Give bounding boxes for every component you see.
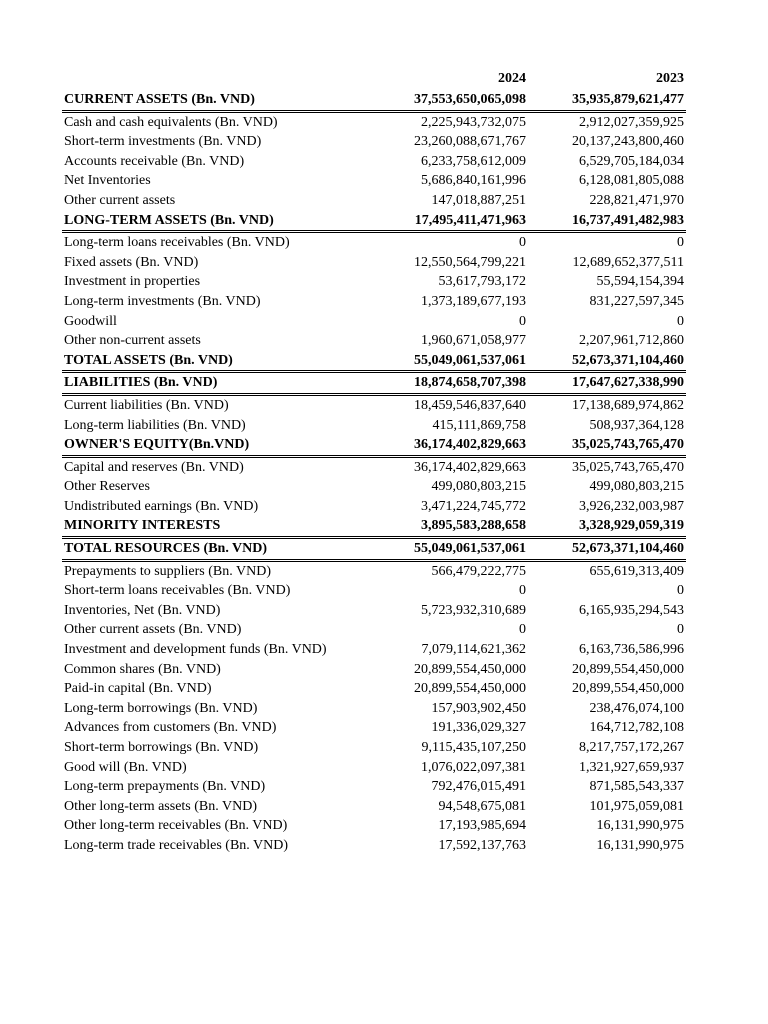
table-row <box>62 601 686 621</box>
row-value-2024: 2,225,943,732,075 <box>421 114 526 130</box>
table-row <box>62 660 686 680</box>
row-value-2023: 6,128,081,805,088 <box>579 173 684 189</box>
row-value-2024: 499,080,803,215 <box>431 479 526 495</box>
row-label: Investment in properties <box>64 274 201 290</box>
row-value-2023: 35,025,743,765,470 <box>572 459 684 475</box>
row-value-2023: 164,712,782,108 <box>589 720 684 736</box>
row-value-2023: 3,328,929,059,319 <box>528 516 686 537</box>
row-value-2023: 12,689,652,377,511 <box>572 254 684 270</box>
row-value-2024: 94,548,675,081 <box>438 798 526 814</box>
header-row <box>62 68 686 90</box>
row-value-2024: 3,895,583,288,658 <box>372 516 528 537</box>
balance-sheet-table <box>62 68 686 856</box>
row-label: Other non-current assets <box>64 333 201 349</box>
table-row <box>62 416 686 436</box>
row-value-2023: 20,137,243,800,460 <box>572 134 684 150</box>
row-label: LONG-TERM ASSETS (Bn. VND) <box>62 211 372 232</box>
row-value-2023: 831,227,597,345 <box>589 293 684 309</box>
row-value-2023: 655,619,313,409 <box>589 563 684 579</box>
row-value-2023: 228,821,471,970 <box>589 192 684 208</box>
row-value-2024: 20,899,554,450,000 <box>414 661 526 677</box>
header-year-2024: 2024 <box>498 71 526 87</box>
row-label: Other long-term receivables (Bn. VND) <box>64 818 288 834</box>
row-value-2024: 55,049,061,537,061 <box>372 351 528 372</box>
row-value-2023: 17,647,627,338,990 <box>528 372 686 395</box>
table-row <box>62 758 686 778</box>
row-value-2023: 0 <box>677 622 684 638</box>
row-value-2024: 17,193,985,694 <box>438 818 526 834</box>
row-label: Investment and development funds (Bn. VND) <box>64 642 327 658</box>
table-row <box>62 797 686 817</box>
table-row <box>62 253 686 273</box>
row-value-2023: 6,165,935,294,543 <box>579 602 684 618</box>
row-value-2023: 55,594,154,394 <box>596 274 684 290</box>
row-label: Fixed assets (Bn. VND) <box>64 254 199 270</box>
table-row <box>62 111 686 132</box>
row-value-2024: 53,617,793,172 <box>438 274 526 290</box>
row-value-2023: 16,737,491,482,983 <box>528 211 686 232</box>
row-value-2024: 18,874,658,707,398 <box>372 372 528 395</box>
row-value-2023: 1,321,927,659,937 <box>579 759 684 775</box>
row-label: Advances from customers (Bn. VND) <box>64 720 277 736</box>
row-label: Inventories, Net (Bn. VND) <box>64 602 221 618</box>
table-row <box>62 152 686 172</box>
row-value-2024: 0 <box>519 583 526 599</box>
section-total-row <box>62 372 686 395</box>
table-row <box>62 816 686 836</box>
row-value-2024: 6,233,758,612,009 <box>421 153 526 169</box>
row-label: OWNER'S EQUITY(Bn.VND) <box>62 435 372 456</box>
row-label: Current liabilities (Bn. VND) <box>64 397 229 413</box>
row-value-2023: 0 <box>677 235 684 251</box>
row-value-2023: 0 <box>677 313 684 329</box>
row-label: Long-term prepayments (Bn. VND) <box>64 779 266 795</box>
row-value-2024: 37,553,650,065,098 <box>372 90 528 111</box>
row-value-2023: 16,131,990,975 <box>596 818 684 834</box>
row-value-2024: 792,476,015,491 <box>431 779 526 795</box>
table-row <box>62 497 686 517</box>
row-value-2024: 17,592,137,763 <box>438 837 526 853</box>
row-label: TOTAL RESOURCES (Bn. VND) <box>62 538 372 561</box>
row-label: Short-term borrowings (Bn. VND) <box>64 740 259 755</box>
row-label: Long-term liabilities (Bn. VND) <box>64 417 246 433</box>
row-value-2024: 3,471,224,745,772 <box>421 498 526 514</box>
row-label: Net Inventories <box>64 173 151 189</box>
row-value-2023: 6,163,736,586,996 <box>579 642 684 658</box>
table-row <box>62 477 686 497</box>
table-row <box>62 394 686 415</box>
row-label: Long-term investments (Bn. VND) <box>64 293 261 309</box>
table-row <box>62 232 686 253</box>
row-label: Prepayments to suppliers (Bn. VND) <box>64 563 271 579</box>
row-value-2024: 5,686,840,161,996 <box>421 173 526 189</box>
row-label: MINORITY INTERESTS <box>62 516 372 537</box>
row-value-2023: 8,217,757,172,267 <box>579 740 684 755</box>
row-label: Cash and cash equivalents (Bn. VND) <box>64 114 278 130</box>
row-value-2024: 7,079,114,621,362 <box>421 642 526 658</box>
row-value-2024: 0 <box>519 313 526 329</box>
row-value-2023: 52,673,371,104,460 <box>528 538 686 561</box>
row-label: TOTAL ASSETS (Bn. VND) <box>62 351 372 372</box>
row-value-2024: 36,174,402,829,663 <box>414 459 526 475</box>
row-value-2024: 1,076,022,097,381 <box>421 759 526 775</box>
row-value-2024: 0 <box>519 622 526 638</box>
row-value-2023: 0 <box>677 583 684 599</box>
table-row <box>62 718 686 738</box>
row-label: Accounts receivable (Bn. VND) <box>64 153 245 169</box>
section-total-row <box>62 351 686 372</box>
table-row <box>62 456 686 477</box>
row-label: Long-term loans receivables (Bn. VND) <box>64 235 290 251</box>
row-value-2023: 2,912,027,359,925 <box>579 114 684 130</box>
table-row <box>62 620 686 640</box>
table-row <box>62 132 686 152</box>
row-label: Short-term loans receivables (Bn. VND) <box>64 583 291 599</box>
row-value-2024: 0 <box>519 235 526 251</box>
row-label: Goodwill <box>64 313 117 329</box>
table-row <box>62 640 686 660</box>
row-value-2024: 157,903,902,450 <box>431 700 526 716</box>
table-row <box>62 331 686 351</box>
row-value-2023: 3,926,232,003,987 <box>579 498 684 514</box>
row-label: LIABILITIES (Bn. VND) <box>62 372 372 395</box>
table-row <box>62 699 686 719</box>
row-value-2023: 16,131,990,975 <box>596 837 684 853</box>
table-row <box>62 191 686 211</box>
row-label: Long-term borrowings (Bn. VND) <box>64 700 258 716</box>
section-total-row <box>62 516 686 537</box>
section-total-row <box>62 538 686 561</box>
row-label: Short-term investments (Bn. VND) <box>64 134 262 150</box>
row-value-2024: 415,111,869,758 <box>432 417 526 433</box>
row-label: Paid-in capital (Bn. VND) <box>64 681 212 697</box>
row-value-2023: 871,585,543,337 <box>589 779 684 795</box>
row-value-2023: 52,673,371,104,460 <box>528 351 686 372</box>
table-row <box>62 312 686 332</box>
row-value-2024: 55,049,061,537,061 <box>372 538 528 561</box>
row-label: Common shares (Bn. VND) <box>64 661 221 677</box>
row-value-2024: 191,336,029,327 <box>431 720 526 736</box>
balance-sheet <box>62 68 686 856</box>
row-value-2023: 35,935,879,621,477 <box>528 90 686 111</box>
table-row <box>62 836 686 856</box>
row-value-2023: 508,937,364,128 <box>589 417 684 433</box>
row-value-2024: 12,550,564,799,221 <box>414 254 526 270</box>
row-value-2024: 5,723,932,310,689 <box>421 602 526 618</box>
row-label: Other long-term assets (Bn. VND) <box>64 798 257 814</box>
row-value-2023: 17,138,689,974,862 <box>572 397 684 413</box>
row-label: Good will (Bn. VND) <box>64 759 187 775</box>
row-value-2024: 1,960,671,058,977 <box>421 333 526 349</box>
row-label: Long-term trade receivables (Bn. VND) <box>64 837 289 853</box>
row-value-2024: 566,479,222,775 <box>431 563 526 579</box>
header-label <box>62 68 372 90</box>
row-value-2024: 17,495,411,471,963 <box>372 211 528 232</box>
row-label: CURRENT ASSETS (Bn. VND) <box>62 90 372 111</box>
row-value-2024: 18,459,546,837,640 <box>414 397 526 413</box>
row-value-2023: 101,975,059,081 <box>589 798 684 814</box>
row-value-2024: 147,018,887,251 <box>431 192 526 208</box>
row-label: Other current assets (Bn. VND) <box>64 622 242 638</box>
row-label: Undistributed earnings (Bn. VND) <box>64 498 259 514</box>
row-value-2023: 35,025,743,765,470 <box>528 435 686 456</box>
row-value-2023: 20,899,554,450,000 <box>572 681 684 697</box>
row-label: Other Reserves <box>64 479 150 495</box>
row-value-2023: 499,080,803,215 <box>589 479 684 495</box>
section-total-row <box>62 90 686 111</box>
table-row <box>62 272 686 292</box>
table-row <box>62 581 686 601</box>
table-row <box>62 560 686 581</box>
row-value-2023: 238,476,074,100 <box>589 700 684 716</box>
row-value-2024: 23,260,088,671,767 <box>414 134 526 150</box>
table-row <box>62 738 686 758</box>
row-value-2024: 36,174,402,829,663 <box>372 435 528 456</box>
table-row <box>62 292 686 312</box>
table-body <box>62 90 686 856</box>
table-row <box>62 171 686 191</box>
row-value-2024: 9,115,435,107,250 <box>421 740 526 755</box>
row-label: Capital and reserves (Bn. VND) <box>64 459 244 475</box>
section-total-row <box>62 435 686 456</box>
row-value-2024: 20,899,554,450,000 <box>414 681 526 697</box>
section-total-row <box>62 211 686 232</box>
table-row <box>62 679 686 699</box>
row-value-2023: 6,529,705,184,034 <box>579 153 684 169</box>
header-year-2023: 2023 <box>656 71 684 87</box>
row-value-2023: 2,207,961,712,860 <box>579 333 684 349</box>
row-value-2023: 20,899,554,450,000 <box>572 661 684 677</box>
row-label: Other current assets <box>64 192 176 208</box>
row-value-2024: 1,373,189,677,193 <box>421 293 526 309</box>
table-row <box>62 777 686 797</box>
